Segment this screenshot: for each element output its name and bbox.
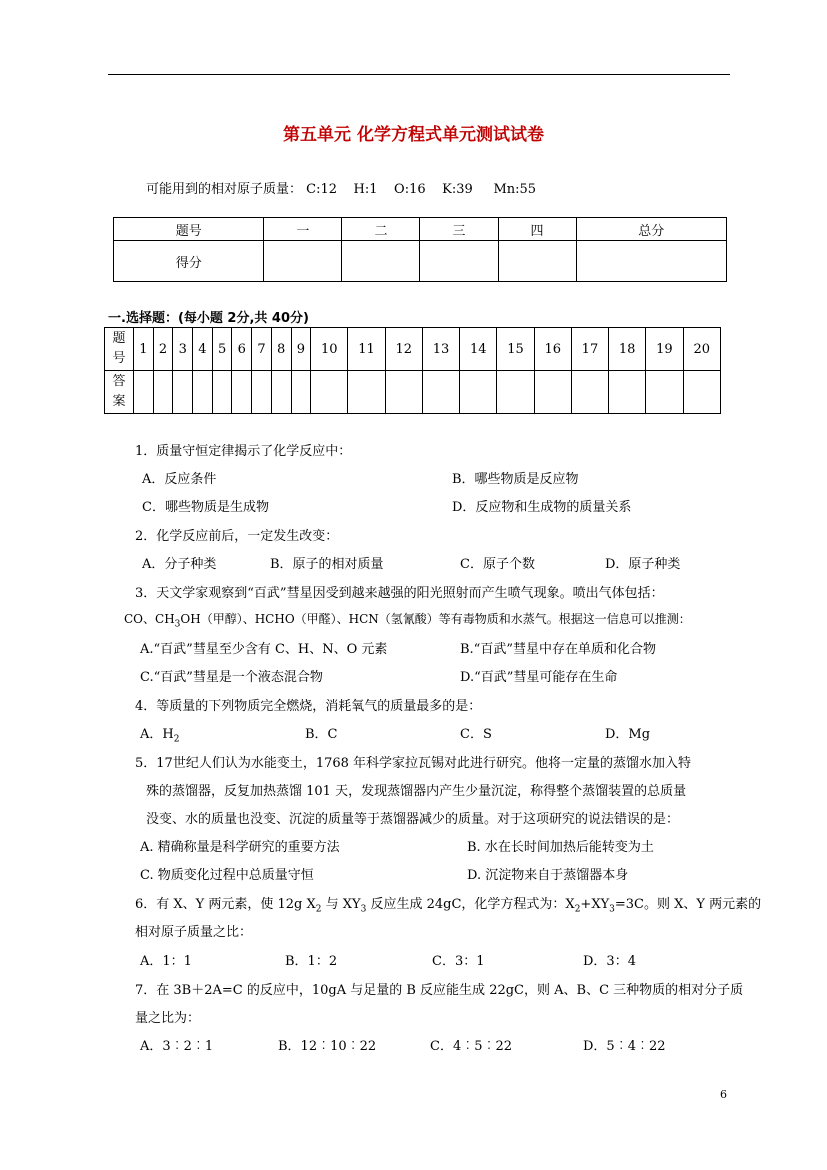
- question-4-stem: 4．等质量的下列物质完全燃烧，消耗氧气的质量最多的是：: [135, 699, 482, 714]
- section-title: 一.选择题：(每小题 2分,共 40分): [108, 311, 309, 326]
- q6-option-d: D．3：4: [583, 954, 636, 969]
- q3-option-c: C.“百武”彗星是一个液态混合物: [140, 670, 323, 685]
- text-fragment: 6．有 X、Y 两元素，使 12g X: [135, 897, 316, 912]
- question-6-stem: [135, 893, 761, 915]
- answer-number-cell: 14: [460, 328, 497, 371]
- question-3-stem: 3．天文学家观察到“百武”彗星因受到越来越强的阳光照射而产生喷气现象。喷出气体包括：: [135, 586, 664, 601]
- q7-option-b: B．12︰10︰22: [278, 1039, 377, 1054]
- question-7-stem-2: 量之比为：: [135, 1011, 201, 1026]
- q4-option-c: C．S: [460, 727, 492, 742]
- q2-option-d: D．原子种类: [605, 557, 681, 572]
- answer-cell[interactable]: [683, 371, 720, 414]
- answer-number-cell: 16: [534, 328, 571, 371]
- question-2-stem: 2．化学反应前后，一定发生改变：: [135, 529, 339, 544]
- answer-cell[interactable]: [291, 371, 311, 414]
- answer-cell[interactable]: [460, 371, 497, 414]
- subscript: 2: [315, 904, 322, 915]
- answer-number-cell: 11: [348, 328, 385, 371]
- answer-number-cell: 9: [291, 328, 311, 371]
- score-cell[interactable]: [498, 241, 576, 282]
- q5-option-c: C. 物质变化过程中总质量守恒: [140, 868, 314, 883]
- score-cell[interactable]: [342, 241, 420, 282]
- answer-number-cell: 13: [422, 328, 459, 371]
- answer-number-cell: 17: [571, 328, 608, 371]
- label-char: 答: [112, 374, 126, 389]
- answer-cell[interactable]: [271, 371, 291, 414]
- answer-cell[interactable]: [311, 371, 348, 414]
- q5-option-b: B. 水在长时间加热后能转变为土: [467, 840, 654, 855]
- question-3-stem-2: [124, 610, 691, 629]
- answer-cell[interactable]: [134, 371, 154, 414]
- score-cell[interactable]: [420, 241, 498, 282]
- label-char: 号: [112, 351, 126, 366]
- text-fragment: 与 XY: [321, 897, 361, 912]
- subscript: 3: [609, 904, 615, 915]
- answer-number-cell: 15: [497, 328, 534, 371]
- label-char: 案: [112, 394, 126, 409]
- answer-cell[interactable]: [348, 371, 385, 414]
- q7-option-d: D．5︰4︰22: [583, 1039, 666, 1054]
- label-char: 题: [112, 331, 126, 346]
- answer-cell[interactable]: [646, 371, 683, 414]
- q1-option-b: B．哪些物质是反应物: [452, 472, 579, 487]
- answer-number-cell: 7: [252, 328, 272, 371]
- subscript: 2: [574, 904, 581, 915]
- subscript: 3: [360, 904, 367, 915]
- score-row-label: 得分: [114, 241, 264, 282]
- answer-cell[interactable]: [422, 371, 459, 414]
- q5-option-a: A. 精确称量是科学研究的重要方法: [140, 840, 340, 855]
- answer-cell[interactable]: [571, 371, 608, 414]
- answer-cell[interactable]: [385, 371, 422, 414]
- answer-number-cell: 5: [212, 328, 232, 371]
- q7-option-c: C．4︰5︰22: [430, 1039, 513, 1054]
- q6-option-c: C．3：1: [432, 954, 485, 969]
- answer-number-cell: 2: [153, 328, 173, 371]
- score-header-cell: 二: [342, 218, 420, 241]
- question-5-stem-2: 殊的蒸馏器，反复加热蒸馏 101 天，发现蒸馏器内产生少量沉淀，称得整个蒸馏装置的总质量: [146, 784, 687, 799]
- text-fragment: OH（甲醇）、HCHO（甲醛）、HCN（氢氰酸）等有毒物质和水蒸气。根据这一信息可以推测：: [180, 612, 691, 626]
- q7-option-a: A．3︰2︰1: [140, 1039, 214, 1054]
- score-header-cell: 一: [264, 218, 342, 241]
- text-fragment: +XY: [580, 897, 610, 912]
- answer-cell[interactable]: [252, 371, 272, 414]
- page-title: 第五单元 化学方程式单元测试试卷: [283, 125, 544, 145]
- answer-cell[interactable]: [173, 371, 193, 414]
- answer-number-cell: 6: [232, 328, 252, 371]
- answer-number-cell: 19: [646, 328, 683, 371]
- answer-cell[interactable]: [609, 371, 646, 414]
- question-6-stem-2: 相对原子质量之比：: [135, 925, 253, 940]
- answer-cell[interactable]: [534, 371, 571, 414]
- question-5-stem: 5．17世纪人们认为水能变土，1768 年科学家拉瓦锡对此进行研究。他将一定量的蒸馏水加入特: [135, 756, 692, 771]
- answer-cell[interactable]: [193, 371, 213, 414]
- q4-option-b: B．C: [305, 727, 338, 742]
- atomic-masses: 可能用到的相对原子质量： C:12 H:1 O:16 K:39 Mn:55: [146, 182, 537, 197]
- subscript: 3: [174, 619, 181, 630]
- answer-number-cell: 8: [271, 328, 291, 371]
- q1-option-a: A．反应条件: [142, 472, 217, 487]
- answer-number-cell: 10: [311, 328, 348, 371]
- text-fragment: 反应生成 24gC，化学方程式为：X: [366, 897, 575, 912]
- question-7-stem: 7．在 3B＋2A=C 的反应中，10gA 与足量的 B 反应能生成 22gC，则 A、B、C 三种物质的相对分子质: [135, 983, 744, 998]
- text-fragment: A．H: [140, 727, 174, 742]
- answer-number-cell: 12: [385, 328, 422, 371]
- answer-number-cell: 18: [609, 328, 646, 371]
- answer-cell[interactable]: [497, 371, 534, 414]
- score-cell[interactable]: [264, 241, 342, 282]
- q6-option-b: B．1：2: [285, 954, 338, 969]
- score-header-cell: 总分: [576, 218, 726, 241]
- q4-option-d: D．Mg: [605, 727, 651, 742]
- answer-cell[interactable]: [232, 371, 252, 414]
- score-cell[interactable]: [576, 241, 726, 282]
- text-fragment: CO、CH: [124, 612, 175, 626]
- q6-option-a: A．1：1: [140, 954, 192, 969]
- question-1-stem: 1．质量守恒定律揭示了化学反应中：: [135, 444, 352, 459]
- q3-option-d: D.“百武”彗星可能存在生命: [460, 670, 618, 685]
- question-5-stem-3: 没变、水的质量也没变、沉淀的质量等于蒸馏器减少的质量。对于这项研究的说法错误的是：: [146, 812, 680, 827]
- answer-cell[interactable]: [212, 371, 232, 414]
- q5-option-d: D. 沉淀物来自于蒸馏器本身: [467, 868, 629, 883]
- answer-table: [104, 327, 721, 414]
- q3-option-b: B.“百武”彗星中存在单质和化合物: [460, 642, 656, 657]
- answer-label: [105, 371, 134, 414]
- q2-option-c: C．原子个数: [460, 557, 535, 572]
- score-header-cell: 三: [420, 218, 498, 241]
- q2-option-a: A．分子种类: [142, 557, 217, 572]
- header-rule: [108, 74, 730, 75]
- page-number: 6: [720, 1088, 727, 1101]
- answer-cell[interactable]: [153, 371, 173, 414]
- answer-number-cell: 1: [134, 328, 154, 371]
- q1-option-c: C．哪些物质是生成物: [142, 500, 269, 515]
- score-header-cell: 题号: [114, 218, 264, 241]
- answer-number-cell: 4: [193, 328, 213, 371]
- subscript: 2: [173, 734, 180, 745]
- q4-option-a: [140, 723, 179, 745]
- answer-number-label: [105, 328, 134, 371]
- answer-number-cell: 3: [173, 328, 193, 371]
- q2-option-b: B．原子的相对质量: [270, 557, 384, 572]
- score-table: [113, 217, 727, 282]
- q3-option-a: A.“百武”彗星至少含有 C、H、N、O 元素: [140, 642, 388, 657]
- answer-number-cell: 20: [683, 328, 720, 371]
- text-fragment: =3C。则 X、Y 两元素的: [614, 897, 762, 912]
- q1-option-d: D．反应物和生成物的质量关系: [452, 500, 632, 515]
- score-header-cell: 四: [498, 218, 576, 241]
